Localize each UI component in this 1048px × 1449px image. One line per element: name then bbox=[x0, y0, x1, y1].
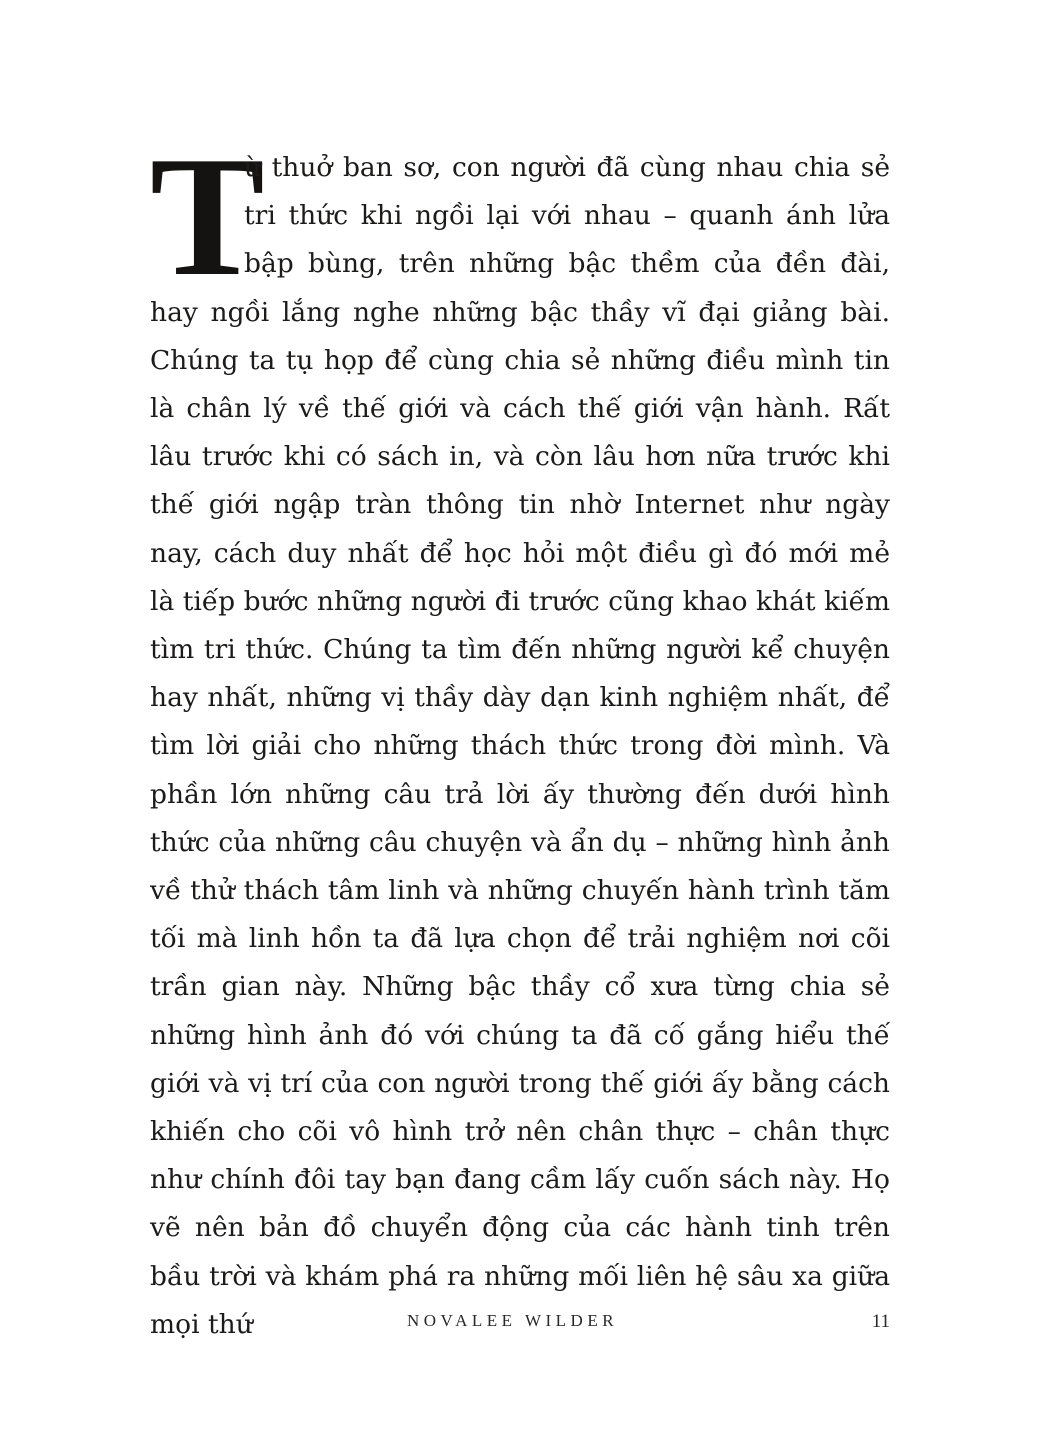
body-paragraph bbox=[150, 122, 890, 1349]
running-footer-author: NOVALEE WILDER bbox=[406, 1311, 619, 1330]
drop-cap: T bbox=[150, 122, 265, 312]
paragraph-text: ừ thuở ban sơ, con người đã cùng nhau chia sẻ tri thức khi ngồi lại với nhau – quanh ánh lửa bập bùng, trên những bậc thềm của đền đài, hay ngồi lắng nghe những bậc thầy vĩ đại giảng bài. Chúng ta tụ họp để cùng chia sẻ những điều mình tin là chân lý về thế giới và cách thế giới vận hành. Rất lâu trước khi có sách in, và còn lâu hơn nữa trước khi thế giới ngập tràn thông tin nhờ Internet như ngày nay, cách duy nhất để học hỏi một điều gì đó mới mẻ là tiếp bước những người đi trước cũng khao khát kiếm tìm tri thức. Chúng ta tìm đến những người kể chuyện hay nhất, những vị thầy dày dạn kinh nghiệm nhất, để tìm lời giải cho những thách thức trong đời mình. Và phần lớn những câu trả lời ấy thường đến dưới hình thức của những câu chuyện và ẩn dụ – những hình ảnh về thử thách tâm linh và những chuyến hành trình tăm tối mà linh hồn ta đã lựa chọn để trải nghiệm nơi cõi trần gian này. Những bậc thầy cổ xưa từng chia sẻ những hình ảnh đó với chúng ta đã cố gắng hiểu thế giới và vị trí của con người trong thế giới ấy bằng cách khiến cho cõi vô hình trở nên chân thực – chân thực như chính đôi tay bạn đang cầm lấy cuốn sách này. Họ vẽ nên bản đồ chuyển động của các hành tinh trên bầu trời và khám phá ra những mối liên hệ sâu xa giữa mọi thứ bbox=[150, 152, 890, 1340]
page-number: 11 bbox=[871, 1311, 890, 1332]
